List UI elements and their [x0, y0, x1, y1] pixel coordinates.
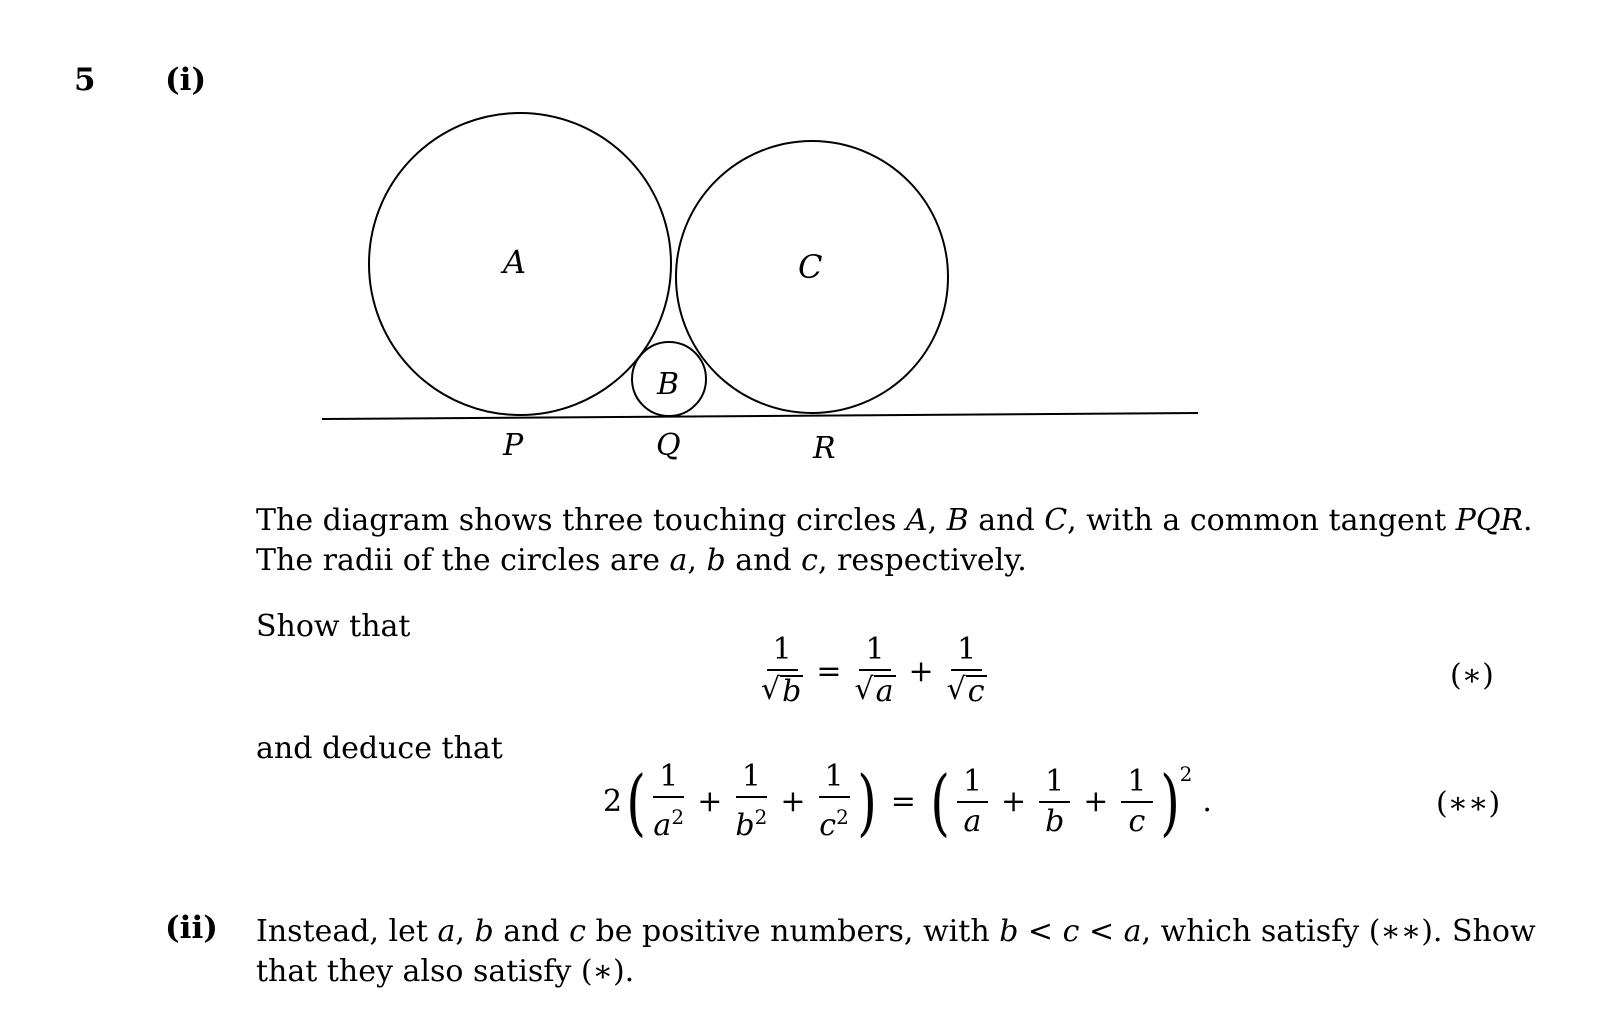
label-a: A: [503, 243, 527, 281]
intro-paragraph: [256, 501, 1533, 581]
tangent-line: [322, 413, 1198, 419]
label-b: B: [657, 367, 680, 402]
part-ii-line-1: Instead, let a, b and c be positive numbers, with b < c < a, which satisfy (∗∗). Show: [256, 914, 1536, 949]
label-r: R: [813, 431, 836, 466]
question-number: 5: [74, 62, 96, 98]
frac-1-sqrt-b: 1 √ b: [761, 632, 802, 709]
equation-star: 1 √ b = 1 √ a + 1 √ c: [761, 632, 985, 709]
label-c: C: [798, 248, 823, 286]
left-paren: (: [626, 759, 646, 844]
label-q: Q: [656, 428, 681, 463]
equation-double-star-tag: (∗∗): [1436, 786, 1501, 821]
part-ii-label: (ii): [165, 910, 218, 946]
part-ii-line-2: that they also satisfy (∗).: [256, 954, 635, 989]
equation-double-star: 2 ( $\frac{1}{a^2}$ + $\frac{1}{b^2}$ + $\frac{1}{c^2}$ ) = ( $\frac{1}{a}$ + $\frac{1}{b}$ + $\frac{1}{c}$ ) $^2$ .: [603, 759, 1212, 844]
part-i-label: (i): [165, 62, 207, 98]
frac-1-sqrt-c: 1 √ c: [946, 632, 985, 709]
show-that-text: Show that: [256, 609, 411, 644]
right-paren: ): [856, 759, 877, 844]
frac-1-sqrt-a: 1 √ a: [854, 632, 894, 709]
deduce-that-text: and deduce that: [256, 731, 503, 766]
intro-line-1: The diagram shows three touching circles A, B and C, with a common tangent PQR.: [256, 503, 1533, 538]
label-p: P: [503, 428, 524, 463]
equation-star-tag: (∗): [1450, 658, 1494, 693]
intro-line-2: The radii of the circles are a, b and c, respectively.: [256, 543, 1027, 578]
part-ii-paragraph: [256, 912, 1536, 992]
